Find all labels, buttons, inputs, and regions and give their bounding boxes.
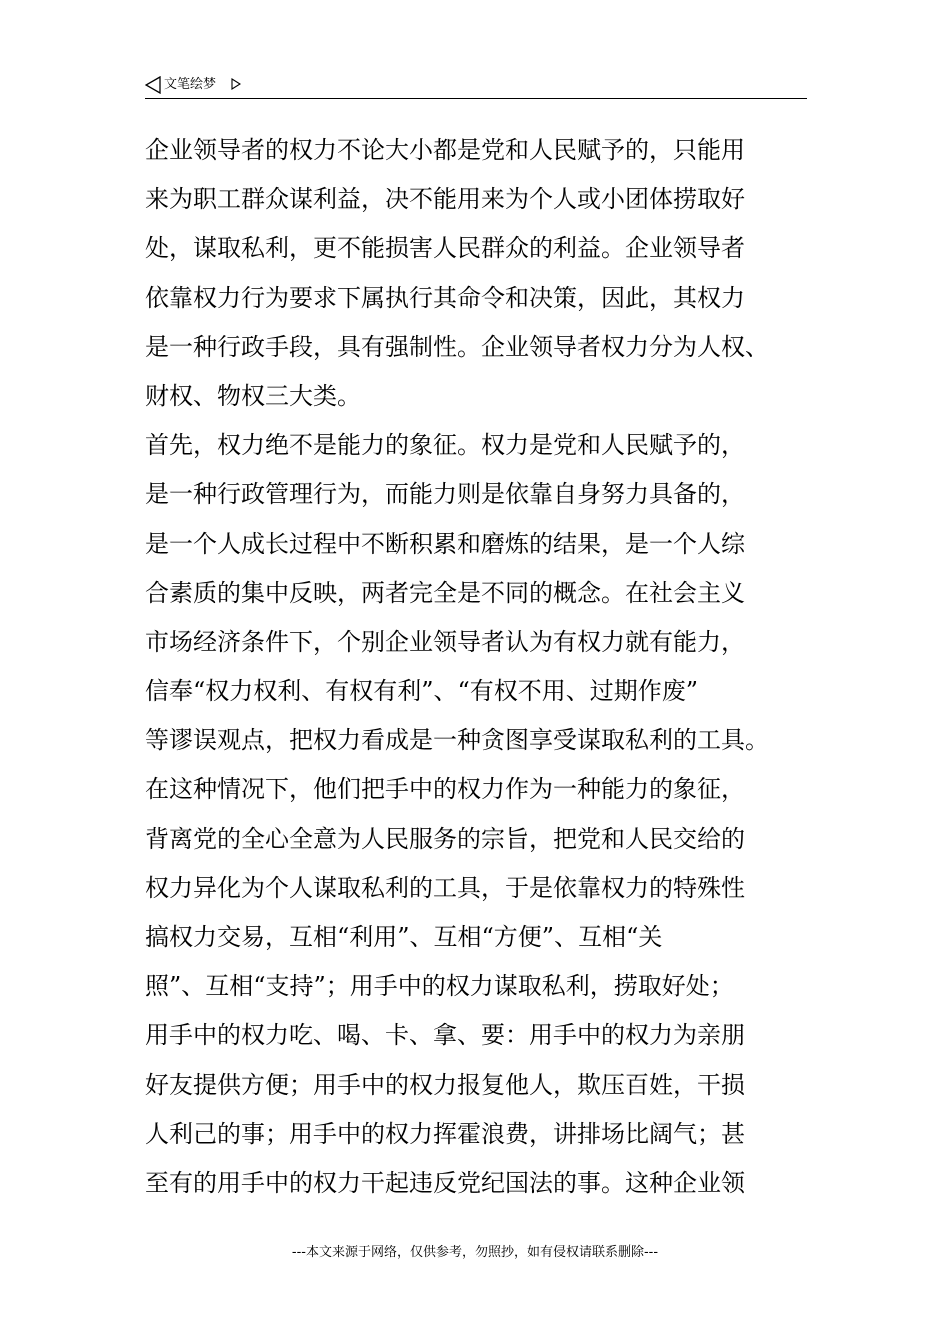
text-line: 是一个人成长过程中不断积累和磨炼的结果，是一个人综 (145, 529, 745, 558)
text-line: 好友提供方便；用手中的权力报复他人，欺压百姓，干损 (145, 1070, 745, 1099)
text-line: 是一种行政手段，具有强制性。企业领导者权力分为人权、 (145, 332, 769, 361)
text-line: 信奉“权力权利、有权有利”、“有权不用、过期作废” (145, 677, 699, 706)
header-title: 文笔绘梦 (164, 77, 217, 92)
text-line: 背离党的全心全意为人民服务的宗旨，把党和人民交给的 (145, 824, 745, 853)
text-line: 等谬误观点，把权力看成是一种贪图享受谋取私利的工具。 (145, 726, 769, 755)
text-line: 用手中的权力吃、喝、卡、拿、要：用手中的权力为亲朋 (145, 1021, 745, 1050)
text-line: 处，谋取私利，更不能损害人民群众的利益。企业领导者 (145, 234, 745, 263)
document-body (145, 126, 825, 1208)
text-line: 依靠权力行为要求下属执行其命令和决策，因此，其权力 (145, 283, 745, 312)
text-line: 市场经济条件下，个别企业领导者认为有权力就有能力， (145, 627, 745, 656)
text-line: 搞权力交易，互相“利用”、互相“方便”、互相“关 (145, 923, 663, 951)
right-triangle-icon (231, 78, 241, 90)
page-header (145, 74, 807, 99)
text-line: 首先，权力绝不是能力的象征。权力是党和人民赋予的， (145, 431, 745, 460)
page-footer: ---本文来源于网络，仅供参考，勿照抄，如有侵权请联系删除--- (291, 1245, 659, 1260)
text-line: 至有的用手中的权力干起违反党纪国法的事。这种企业领 (145, 1168, 745, 1197)
text-line: 是一种行政管理行为，而能力则是依靠自身努力具备的， (145, 480, 745, 509)
text-line: 企业领导者的权力不论大小都是党和人民赋予的，只能用 (145, 136, 745, 164)
text-line: 人利己的事；用手中的权力挥霍浪费，讲排场比阔气；甚 (145, 1119, 745, 1148)
text-line: 来为职工群众谋利益，决不能用来为个人或小团体捞取好 (145, 185, 745, 214)
text-line: 合素质的集中反映，两者完全是不同的概念。在社会主义 (145, 578, 745, 607)
text-line: 权力异化为个人谋取私利的工具，于是依靠权力的特殊性 (145, 873, 745, 902)
text-line: 财权、物权三大类。 (145, 381, 361, 410)
left-triangle-icon (145, 76, 161, 94)
text-line: 照”、互相“支持”；用手中的权力谋取私利，捞取好处； (145, 972, 734, 1001)
text-line: 在这种情况下，他们把手中的权力作为一种能力的象征， (145, 775, 745, 804)
